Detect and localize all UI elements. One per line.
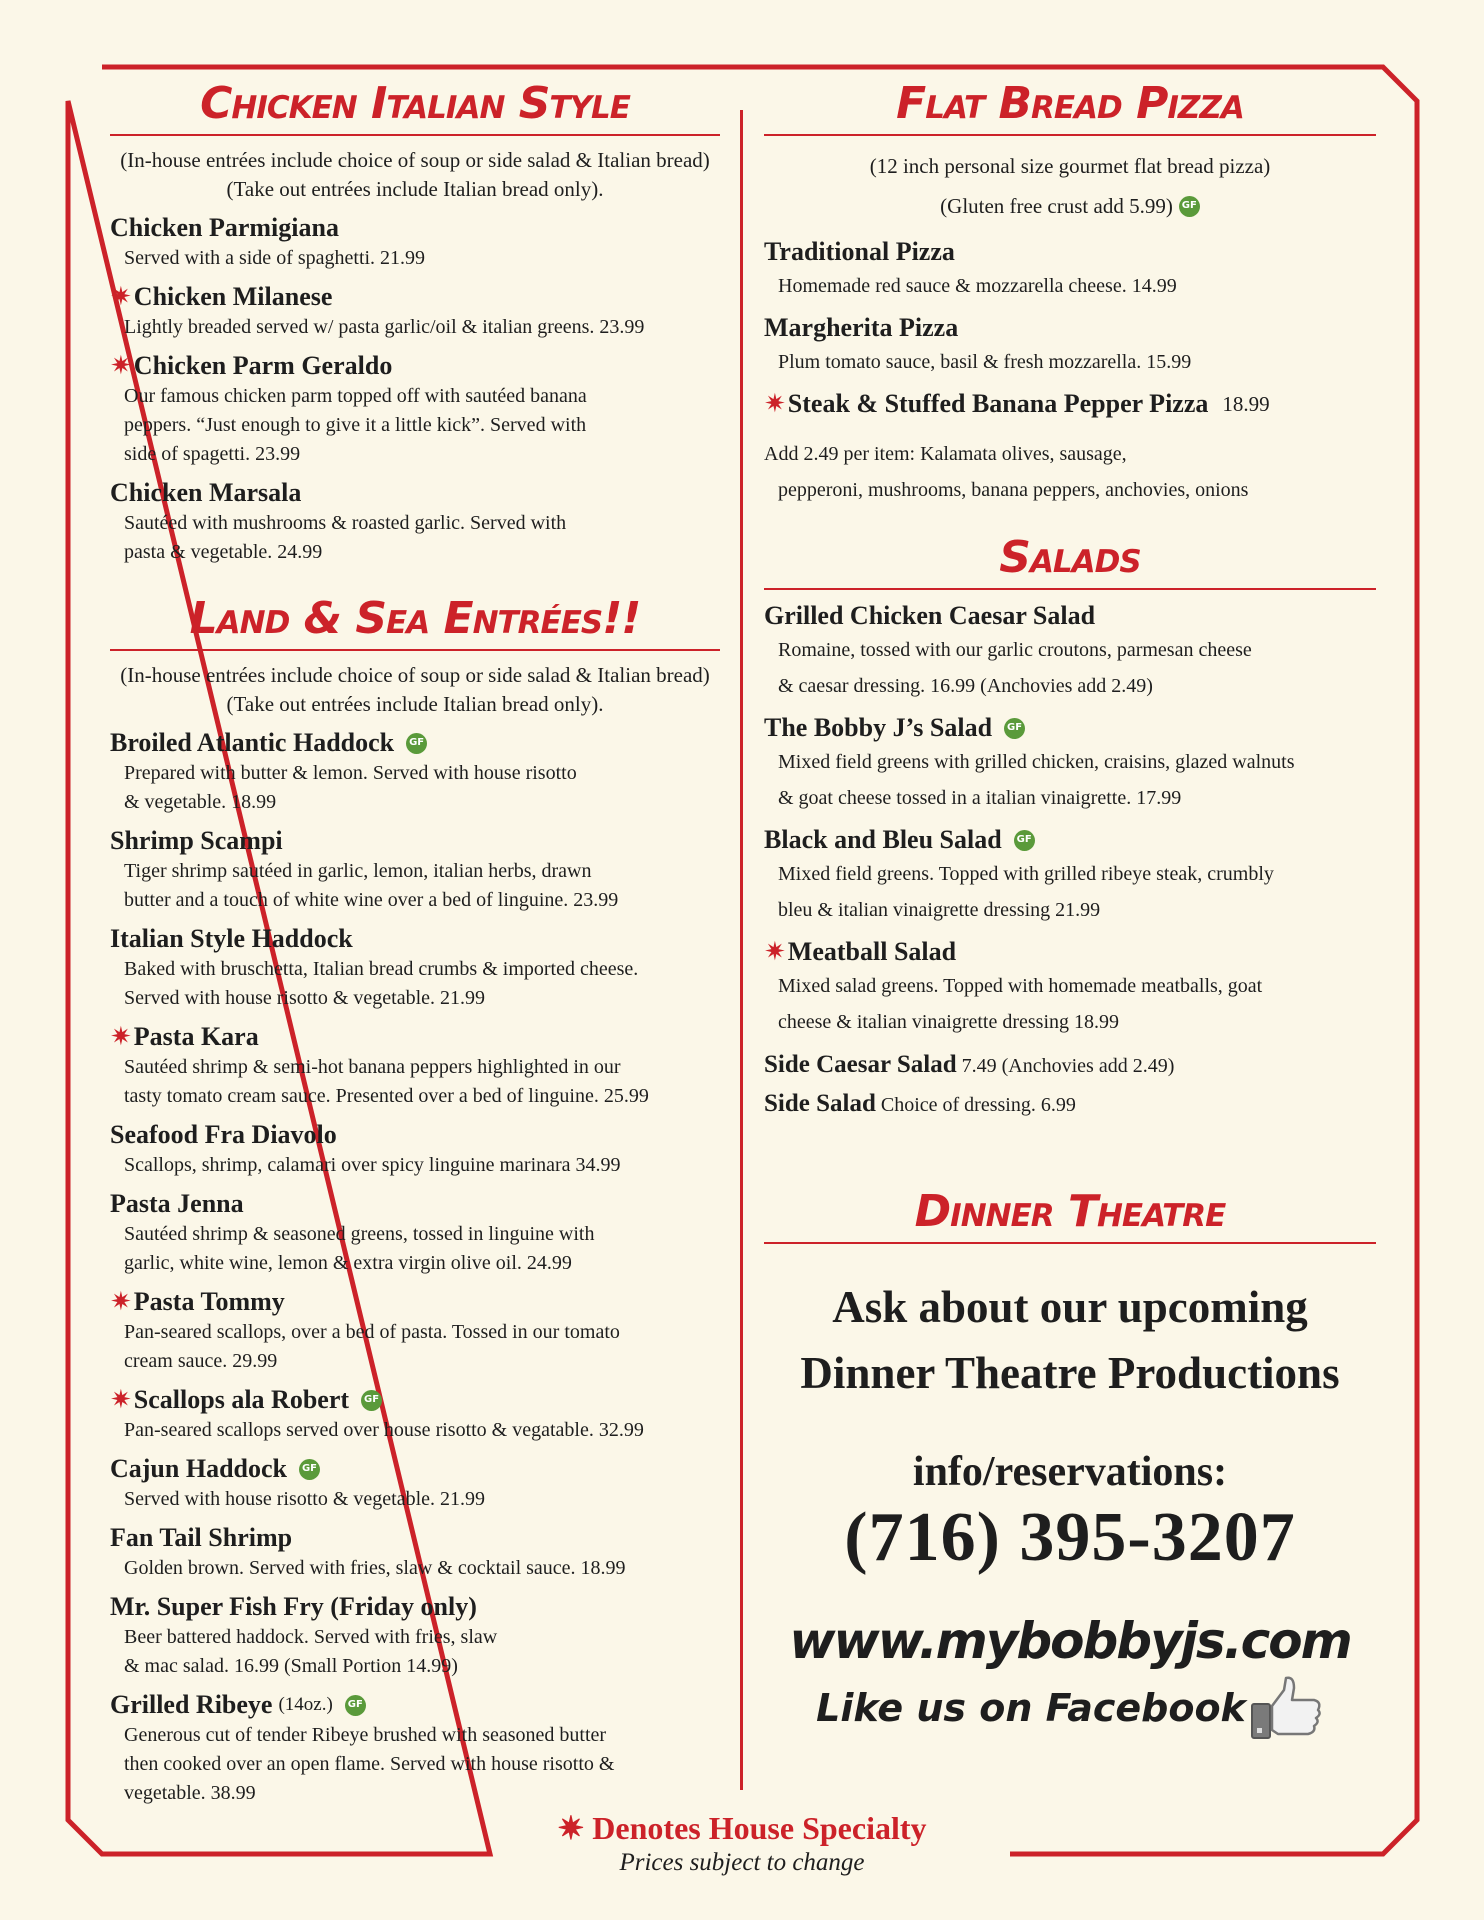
item-desc: pasta & vegetable. 24.99: [124, 541, 323, 563]
menu-item-side-caesar-salad: [764, 1046, 1376, 1085]
house-specialty-star-icon: ✷: [110, 351, 132, 381]
item-name: Side Salad: [764, 1090, 876, 1117]
land-sea-section: [110, 593, 720, 1808]
house-specialty-star-icon: ✷: [110, 1022, 132, 1052]
item-name: Pasta Kara: [133, 1022, 259, 1051]
item-desc: Scallops, shrimp, calamari over spicy linguine marinara 34.99: [124, 1154, 621, 1176]
item-desc: butter and a touch of white wine over a bed of linguine. 23.99: [124, 889, 619, 911]
menu-item-margherita-pizza: [764, 312, 1376, 380]
menu-item-shrimp-scampi: [110, 825, 720, 915]
land-sea-note-1: (In-house entrées include choice of soup or side salad & Italian bread): [120, 663, 710, 687]
chicken-title-rule: [110, 134, 720, 136]
menu-item-pasta-tommy: [110, 1286, 720, 1376]
item-name: Grilled Chicken Caesar Salad: [764, 601, 1096, 630]
item-name: Meatball Salad: [787, 937, 957, 966]
house-specialty-star-icon: ✷: [557, 1810, 585, 1846]
menu-item-scallops-ala-robert: [110, 1384, 720, 1445]
gluten-free-icon: GF: [406, 733, 427, 754]
item-desc: vegetable. 38.99: [124, 1782, 256, 1804]
item-desc: Our famous chicken parm topped off with sautéed banana: [124, 385, 587, 407]
item-desc: & caesar dressing. 16.99 (Anchovies add 2.49): [778, 675, 1153, 697]
menu-item-cajun-haddock: [110, 1453, 720, 1514]
item-name: Pasta Tommy: [133, 1287, 285, 1316]
item-desc: cheese & italian vinaigrette dressing 18.99: [778, 1011, 1120, 1033]
item-desc: Homemade red sauce & mozzarella cheese. 14.99: [778, 275, 1177, 297]
menu-item-broiled-atlantic-haddock: [110, 727, 720, 817]
land-sea-section-title: Land & Sea Entrées!!: [189, 593, 641, 644]
item-desc: Generous cut of tender Ribeye brushed with seasoned butter: [124, 1724, 607, 1746]
gluten-free-icon: GF: [1014, 830, 1035, 851]
chicken-section: [110, 78, 720, 567]
item-detail: Choice of dressing. 6.99: [875, 1094, 1076, 1116]
item-desc: Baked with bruschetta, Italian bread crumbs & imported cheese.: [124, 958, 639, 980]
item-desc: cream sauce. 29.99: [124, 1350, 278, 1372]
theatre-line-2: Dinner Theatre Productions: [800, 1348, 1340, 1398]
item-name: Cajun Haddock: [110, 1454, 287, 1483]
salads-section: [764, 532, 1376, 1124]
website-link[interactable]: www.mybobbyjs.com: [789, 1612, 1351, 1670]
gluten-free-icon: GF: [299, 1459, 320, 1480]
item-name: Traditional Pizza: [764, 237, 955, 266]
item-name: Chicken Marsala: [110, 478, 302, 507]
item-desc: Served with house risotto & vegetable. 21.99: [124, 1488, 486, 1510]
item-desc: & mac salad. 16.99 (Small Portion 14.99): [124, 1655, 458, 1677]
facebook-text: Like us on Facebook: [816, 1686, 1246, 1730]
specialty-legend: [0, 1808, 1484, 1848]
reservations-label: info/reservations:: [912, 1449, 1228, 1495]
pizza-note-1: (12 inch personal size gourmet flat bread pizza): [869, 154, 1271, 178]
pizza-note-2-row: [764, 186, 1376, 226]
item-desc: Served with house risotto & vegetable. 21.99: [124, 987, 486, 1009]
menu-item-chicken-parm-geraldo: [110, 350, 720, 469]
menu-item-pasta-jenna: [110, 1188, 720, 1278]
item-desc: Sautéed shrimp & semi-hot banana peppers highlighted in our: [124, 1056, 621, 1078]
item-name: Mr. Super Fish Fry (Friday only): [110, 1592, 477, 1621]
item-desc: Prepared with butter & lemon. Served with house risotto: [124, 762, 577, 784]
salads-title-rule: [764, 588, 1376, 590]
item-desc: Golden brown. Served with fries, slaw & cocktail sauce. 18.99: [124, 1557, 626, 1579]
pizza-note-2: (Gluten free crust add 5.99): [940, 194, 1173, 218]
menu-item-grilled-ribeye: [110, 1689, 720, 1808]
menu-item-grilled-chicken-caesar-salad: [764, 600, 1376, 704]
left-column: [110, 78, 720, 1808]
item-name: Chicken Milanese: [133, 282, 333, 311]
item-name: The Bobby J’s Salad: [764, 713, 993, 742]
item-name: Seafood Fra Diavolo: [110, 1120, 337, 1149]
item-desc: then cooked over an open flame. Served with house risotto &: [124, 1753, 615, 1775]
menu-item-traditional-pizza: [764, 236, 1376, 304]
right-column: [764, 78, 1376, 1742]
menu-item-side-salad: [764, 1085, 1376, 1124]
item-name: Margherita Pizza: [764, 313, 959, 342]
specialty-legend-text: Denotes House Specialty: [592, 1810, 927, 1846]
menu-item-bobby-js-salad: [764, 712, 1376, 816]
house-specialty-star-icon: ✷: [110, 1385, 132, 1415]
item-desc: side of spagetti. 23.99: [124, 443, 301, 465]
house-specialty-star-icon: ✷: [764, 937, 786, 967]
item-name: Broiled Atlantic Haddock: [110, 728, 395, 757]
item-desc: Mixed field greens with grilled chicken, craisins, glazed walnuts: [778, 751, 1295, 773]
item-name: Chicken Parmigiana: [110, 213, 339, 242]
chicken-note-1: (In-house entrées include choice of soup or side salad & Italian bread): [120, 148, 710, 172]
pizza-section: [764, 78, 1376, 508]
phone-number[interactable]: (716) 395-3207: [844, 1499, 1296, 1576]
dinner-theatre-rule: [764, 1242, 1376, 1244]
chicken-note-2: (Take out entrées include Italian bread only).: [226, 177, 604, 201]
item-desc: peppers. “Just enough to give it a little kick”. Served with: [124, 414, 587, 436]
prices-note: Prices subject to change: [619, 1849, 865, 1876]
item-name: Scallops ala Robert: [133, 1385, 350, 1414]
menu-item-steak-banana-pepper-pizza: [764, 388, 1376, 420]
house-specialty-star-icon: ✷: [110, 1287, 132, 1317]
dinner-theatre-section: [764, 1186, 1376, 1742]
item-desc: Beer battered haddock. Served with fries, slaw: [124, 1626, 498, 1648]
item-desc: Romaine, tossed with our garlic croutons, parmesan cheese: [778, 639, 1252, 661]
item-desc: Sautéed with mushrooms & roasted garlic. Served with: [124, 512, 567, 534]
footer: [0, 1808, 1484, 1878]
menu-item-chicken-parmigiana: [110, 212, 720, 273]
house-specialty-star-icon: ✷: [110, 282, 132, 312]
menu-item-black-and-bleu-salad: [764, 824, 1376, 928]
item-desc: Plum tomato sauce, basil & fresh mozzarella. 15.99: [778, 351, 1192, 373]
item-name: Steak & Stuffed Banana Pepper Pizza: [787, 389, 1209, 418]
item-desc: Tiger shrimp sautéed in garlic, lemon, italian herbs, drawn: [124, 860, 592, 882]
pizza-title-rule: [764, 134, 1376, 136]
item-desc: Sautéed shrimp & seasoned greens, tossed in linguine with: [124, 1223, 595, 1245]
menu-item-chicken-marsala: [110, 477, 720, 567]
item-name: Black and Bleu Salad: [764, 825, 1002, 854]
item-desc: tasty tomato cream sauce. Presented over a bed of linguine. 25.99: [124, 1085, 649, 1107]
menu-item-fan-tail-shrimp: [110, 1522, 720, 1583]
item-name: Side Caesar Salad: [764, 1051, 957, 1078]
menu-item-italian-style-haddock: [110, 923, 720, 1013]
item-price: 18.99: [1222, 392, 1270, 416]
item-desc: Pan-seared scallops, over a bed of pasta. Tossed in our tomato: [124, 1321, 620, 1343]
gluten-free-icon: GF: [1004, 718, 1025, 739]
dinner-theatre-title: Dinner Theatre: [914, 1186, 1226, 1237]
item-desc: garlic, white wine, lemon & extra virgin olive oil. 24.99: [124, 1252, 572, 1274]
pizza-addon-2: pepperoni, mushrooms, banana peppers, anchovies, onions: [778, 479, 1249, 501]
item-name: Grilled Ribeye: [110, 1690, 273, 1719]
land-sea-note-2: (Take out entrées include Italian bread only).: [226, 692, 604, 716]
land-sea-title-rule: [110, 649, 720, 651]
menu-item-seafood-fra-diavolo: [110, 1119, 720, 1180]
item-name: Shrimp Scampi: [110, 826, 283, 855]
pizza-section-title: Flat Bread Pizza: [896, 78, 1244, 129]
item-desc: Mixed field greens. Topped with grilled ribeye steak, crumbly: [778, 863, 1274, 885]
thumbs-up-icon: [1248, 1674, 1324, 1742]
item-desc: Served with a side of spaghetti. 21.99: [124, 247, 426, 269]
item-size: (14oz.): [278, 1694, 333, 1715]
item-detail: 7.49 (Anchovies add 2.49): [956, 1055, 1175, 1077]
gluten-free-icon: GF: [345, 1695, 366, 1716]
item-name: Italian Style Haddock: [110, 924, 353, 953]
gluten-free-icon: GF: [1179, 196, 1200, 217]
item-name: Pasta Jenna: [110, 1189, 244, 1218]
item-desc: Lightly breaded served w/ pasta garlic/oil & italian greens. 23.99: [124, 316, 645, 338]
menu-item-chicken-milanese: [110, 281, 720, 342]
theatre-line-1: Ask about our upcoming: [832, 1282, 1308, 1332]
item-desc: & goat cheese tossed in a italian vinaigrette. 17.99: [778, 787, 1182, 809]
menu-item-pasta-kara: [110, 1021, 720, 1111]
column-divider: [740, 110, 743, 1790]
menu-item-meatball-salad: [764, 936, 1376, 1040]
salads-section-title: Salads: [999, 532, 1141, 583]
gluten-free-icon: GF: [361, 1390, 382, 1411]
item-name: Fan Tail Shrimp: [110, 1523, 293, 1552]
item-desc: bleu & italian vinaigrette dressing 21.99: [778, 899, 1101, 921]
item-desc: & vegetable. 18.99: [124, 791, 277, 813]
pizza-addon-1: Add 2.49 per item: Kalamata olives, sausage,: [764, 443, 1127, 465]
chicken-section-title: Chicken Italian Style: [200, 78, 630, 129]
item-name: Chicken Parm Geraldo: [133, 351, 393, 380]
item-desc: Mixed salad greens. Topped with homemade meatballs, goat: [778, 975, 1263, 997]
menu-item-mr-super-fish-fry: [110, 1591, 720, 1681]
item-desc: Pan-seared scallops served over house risotto & vegatable. 32.99: [124, 1419, 644, 1441]
facebook-like-row[interactable]: [764, 1674, 1376, 1742]
house-specialty-star-icon: ✷: [764, 389, 786, 419]
